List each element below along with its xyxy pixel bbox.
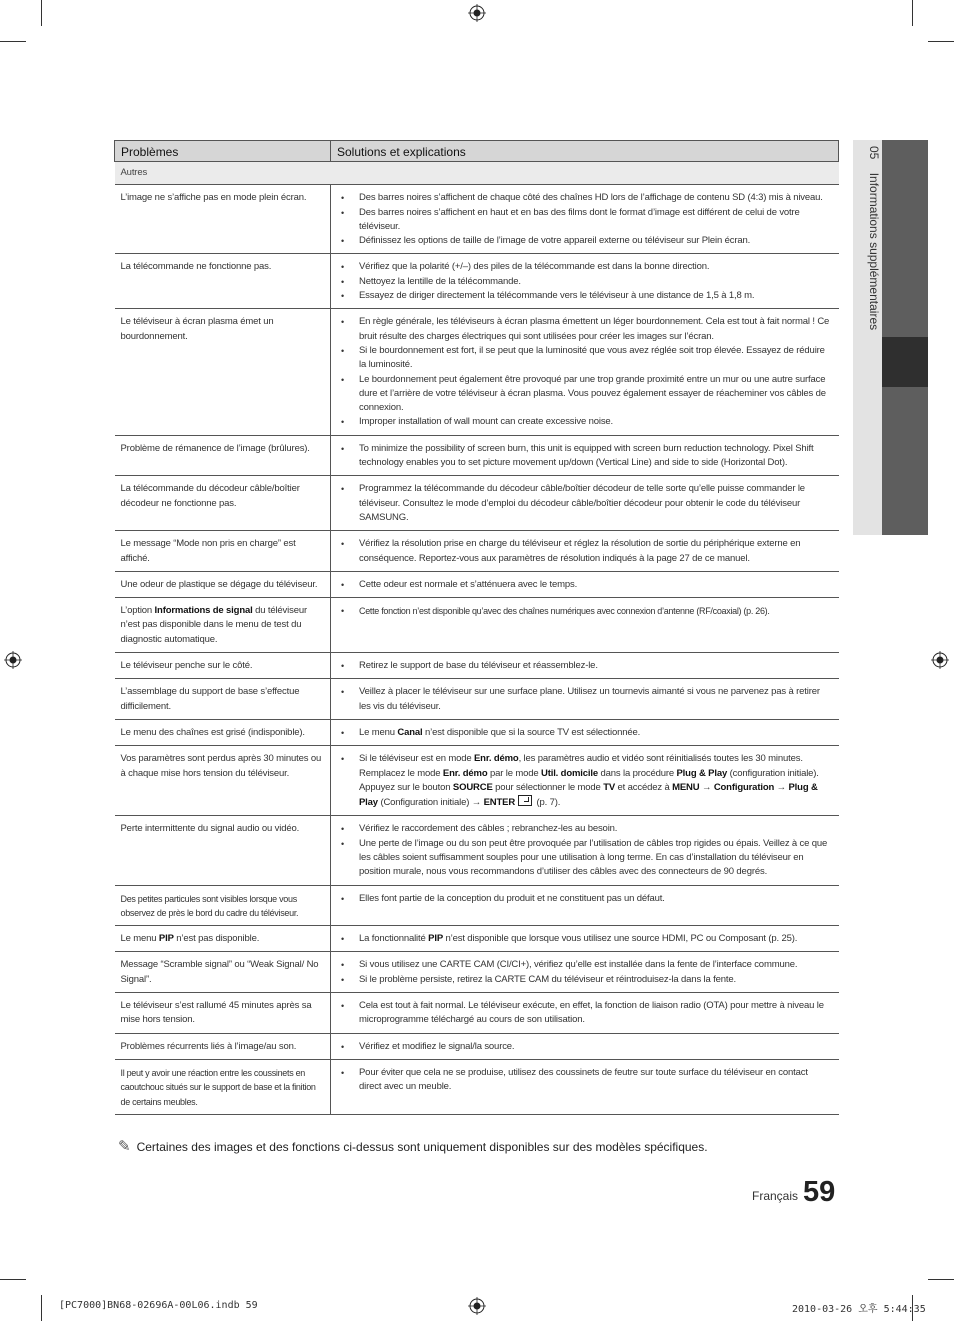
solution-text: La fonctionnalité bbox=[359, 933, 429, 945]
solution-cell bbox=[331, 1059, 839, 1114]
crop-mark bbox=[41, 0, 42, 26]
problem-cell: Le message “Mode non pris en charge” est affiché. bbox=[115, 531, 331, 572]
table-row bbox=[115, 679, 839, 720]
chapter-label bbox=[867, 146, 881, 330]
solution-item: • Nettoyez la lentille de la télécommande. bbox=[341, 275, 833, 289]
table-row bbox=[115, 993, 839, 1034]
table-row bbox=[115, 1033, 839, 1059]
solution-cell bbox=[331, 653, 839, 679]
table-row bbox=[115, 816, 839, 885]
solution-item: • Pour éviter que cela ne se produise, utilisez des coussinets de feutre sur toute surface du téléviseur en contact direct avec un meuble. bbox=[341, 1066, 833, 1095]
solution-keyword: ENTER bbox=[483, 797, 516, 809]
table-row bbox=[115, 531, 839, 572]
table-row bbox=[115, 952, 839, 993]
crop-mark bbox=[928, 41, 954, 42]
solution-text: , les paramètres audio et vidéo sont réinitialisés toutes les 30 minutes. Remplacez le mode bbox=[359, 753, 803, 779]
solution-item: • Cette odeur est normale et s’atténuera avec le temps. bbox=[341, 578, 833, 592]
problem-cell: La télécommande du décodeur câble/boîtier décodeur ne fonctionne pas. bbox=[115, 476, 331, 531]
problem-cell: Des petites particules sont visibles lorsque vous observez de près le bord du cadre du téléviseur. bbox=[115, 885, 331, 926]
solution-text: par le mode bbox=[487, 767, 541, 779]
problem-cell: Problèmes récurrents liés à l’image/au son. bbox=[115, 1033, 331, 1059]
solution-text: (p. 7). bbox=[534, 797, 561, 809]
problem-cell: Il peut y avoir une réaction entre les coussinets en caoutchouc situés sur le support de base et la finition de certains meubles. bbox=[115, 1059, 331, 1114]
solution-cell bbox=[331, 185, 839, 254]
solution-cell bbox=[331, 309, 839, 435]
solution-text: et accédez à bbox=[615, 781, 673, 793]
registration-mark-icon bbox=[468, 4, 486, 22]
problem-cell: L’image ne s’affiche pas en mode plein écran. bbox=[115, 185, 331, 254]
problem-cell: Le téléviseur à écran plasma émet un bourdonnement. bbox=[115, 309, 331, 435]
problem-cell: Le téléviseur penche sur le côté. bbox=[115, 653, 331, 679]
chapter-number: 05 bbox=[867, 146, 881, 160]
table-row bbox=[115, 254, 839, 309]
solution-item: • Si le problème persiste, retirez la CARTE CAM du téléviseur et réintroduisez-la dans la fente. bbox=[341, 973, 833, 987]
solution-cell bbox=[331, 719, 839, 745]
footnote bbox=[118, 1137, 708, 1155]
solution-item bbox=[341, 726, 833, 740]
solution-item bbox=[341, 752, 833, 810]
troubleshooting-table bbox=[114, 140, 839, 1115]
solution-item: • Des barres noires s’affichent de chaque côté des chaînes HD lors de l’affichage de contenu SD (4:3) mis à niveau. bbox=[341, 191, 833, 205]
crop-mark bbox=[41, 1295, 42, 1321]
solution-cell bbox=[331, 1033, 839, 1059]
solution-item: • Des barres noires s’affichent en haut et en bas des films dont le format d’image est différent de celui de votre téléviseur. bbox=[341, 206, 833, 235]
solution-cell bbox=[331, 679, 839, 720]
problem-cell: Une odeur de plastique se dégage du téléviseur. bbox=[115, 571, 331, 597]
solution-keyword: Enr. démo bbox=[442, 767, 488, 779]
solution-item: • Cette fonction n’est disponible qu’avec des chaînes numériques avec connexion d’antenne (RF/coaxial) (p. 26). bbox=[341, 604, 833, 618]
table-row bbox=[115, 309, 839, 435]
solution-text: Si le téléviseur est en mode bbox=[359, 753, 474, 765]
solution-item: • Si vous utilisez une CARTE CAM (CI/CI+), vérifiez qu’elle est installée dans la fente de l’interface commune. bbox=[341, 958, 833, 972]
solution-keyword: PIP bbox=[428, 933, 444, 945]
solution-item: • Le bourdonnement peut également être provoqué par une trop grande proximité entre un mur ou une autre surface dure et l’arrière de votre téléviseur à écran plasma. Vous pouvez également essayer de réacheminer vos câbles de connexion. bbox=[341, 373, 833, 416]
solution-cell bbox=[331, 952, 839, 993]
problem-text: L’option bbox=[120, 605, 155, 617]
solution-item: • Vérifiez et modifiez le signal/la source. bbox=[341, 1040, 833, 1054]
solution-item: • Vérifiez que la polarité (+/–) des piles de la télécommande est dans la bonne direction. bbox=[341, 260, 833, 274]
solution-cell bbox=[331, 254, 839, 309]
problem-cell: Le menu des chaînes est grisé (indisponible). bbox=[115, 719, 331, 745]
crop-mark bbox=[0, 1279, 26, 1280]
solution-cell bbox=[331, 885, 839, 926]
solution-keyword: Canal bbox=[397, 726, 423, 738]
solution-item: • Vérifiez la résolution prise en charge du téléviseur et réglez la résolution de sortie du périphérique externe en conséquence. Reportez-vous aux paramètres de résolution indiqués à la page 27 de ce manuel. bbox=[341, 537, 833, 566]
solution-text: n’est disponible que lorsque vous utilisez une source HDMI, PC ou Composant (p. 25). bbox=[443, 933, 798, 945]
solution-item bbox=[341, 932, 833, 946]
solution-cell bbox=[331, 926, 839, 952]
table-row bbox=[115, 185, 839, 254]
column-header-problem: Problèmes bbox=[115, 141, 331, 162]
registration-mark-icon bbox=[468, 1297, 486, 1315]
problem-cell bbox=[115, 598, 331, 653]
problem-cell: L’assemblage du support de base s’effectue difficilement. bbox=[115, 679, 331, 720]
chapter-title: Informations supplémentaires bbox=[867, 172, 881, 331]
solution-keyword: TV bbox=[603, 781, 616, 793]
footnote-text: Certaines des images et des fonctions ci-dessus sont uniquement disponibles sur des modèles spécifiques. bbox=[136, 1140, 708, 1154]
problem-text: Le menu bbox=[120, 933, 159, 945]
solution-keyword: Plug & Play bbox=[676, 767, 728, 779]
solution-item: • Définissez les options de taille de l’image de votre appareil externe ou téléviseur sur Plein écran. bbox=[341, 234, 833, 248]
solution-text: n’est disponible que si la source TV est sélectionnée. bbox=[422, 726, 641, 738]
solution-item: • Cela est tout à fait normal. Le téléviseur exécute, en effet, la fonction de liaison radio (OTA) pour mettre à niveau le microprogramme téléchargé au cours de son utilisation. bbox=[341, 999, 833, 1028]
problem-cell: Le téléviseur s’est rallumé 45 minutes après sa mise hors tension. bbox=[115, 993, 331, 1034]
table-row bbox=[115, 476, 839, 531]
print-slug-file: [PC7000]BN68-02696A-00L06.indb 59 bbox=[59, 1300, 258, 1311]
solution-keyword: SOURCE bbox=[452, 781, 493, 793]
solution-item: • Retirez le support de base du téléviseur et réassemblez-le. bbox=[341, 659, 833, 673]
solution-text: pour sélectionner le mode bbox=[492, 781, 604, 793]
solution-text: dans la procédure bbox=[598, 767, 677, 779]
solution-cell bbox=[331, 435, 839, 476]
solution-item: • Essayez de diriger directement la télécommande vers le téléviseur à une distance de 1,5 à 1,8 m. bbox=[341, 289, 833, 303]
solution-item: • Elles font partie de la conception du produit et ne constituent pas un défaut. bbox=[341, 892, 833, 906]
solution-item: • To minimize the possibility of screen burn, this unit is equipped with screen burn reduction technology. Pixel Shift technology enables you to set picture movement up/down (Vertical Line) and side to side (Horizontal Dot). bbox=[341, 442, 833, 471]
solution-cell bbox=[331, 571, 839, 597]
solution-item: • Veillez à placer le téléviseur sur une surface plane. Utilisez un tournevis aimanté si vous ne parvenez pas à retirer les vis du téléviseur. bbox=[341, 685, 833, 714]
enter-icon bbox=[518, 795, 532, 806]
page-number: 59 bbox=[803, 1176, 836, 1208]
crop-mark bbox=[928, 1279, 954, 1280]
registration-mark-icon bbox=[931, 651, 949, 669]
problem-cell: Vos paramètres sont perdus après 30 minutes ou à chaque mise hors tension du téléviseur. bbox=[115, 746, 331, 816]
table-row bbox=[115, 746, 839, 816]
solution-cell bbox=[331, 816, 839, 885]
registration-mark-icon bbox=[4, 651, 22, 669]
table-row bbox=[115, 719, 839, 745]
solution-item: • Une perte de l’image ou du son peut être provoquée par l’utilisation de câbles trop rigides ou épais. Veillez à ce que les câbles soient suffisamment souples pour une utilisation à long terme. En cas d’installation du téléviseur en position murale, nous vous recommandons d’utiliser des câbles avec des connecteurs de 90 degrés. bbox=[341, 837, 833, 880]
table-row bbox=[115, 885, 839, 926]
solution-cell bbox=[331, 746, 839, 816]
problem-cell: Problème de rémanence de l’image (brûlures). bbox=[115, 435, 331, 476]
solution-keyword: Plug & Play bbox=[359, 781, 818, 809]
solution-cell bbox=[331, 476, 839, 531]
table-row bbox=[115, 571, 839, 597]
print-slug-date: 2010-03-26 오후 5:44:35 bbox=[792, 1304, 926, 1315]
solution-text: → bbox=[774, 781, 789, 793]
pencil-note-icon: ✎ bbox=[118, 1138, 131, 1155]
solution-item: • En règle générale, les téléviseurs à écran plasma émettent un léger bourdonnement. Cela est tout à fait normal ! Ce bruit résulte des charges électriques qui sont utilisées pour créer les images sur l’écran. bbox=[341, 315, 833, 344]
problem-cell: La télécommande ne fonctionne pas. bbox=[115, 254, 331, 309]
solution-keyword: MENU bbox=[672, 781, 700, 793]
section-label: Autres bbox=[115, 162, 839, 185]
problem-text: n’est pas disponible. bbox=[173, 933, 260, 945]
solution-keyword: Enr. démo bbox=[474, 753, 519, 765]
solution-item: • Programmez la télécommande du décodeur câble/boîtier décodeur de telle sorte qu’elle puisse commander le téléviseur. Consultez le mode d’emploi du décodeur câble/boîtier décodeur pour obtenir le code du téléviseur SAMSUNG. bbox=[341, 482, 833, 525]
problem-keyword: Informations de signal bbox=[154, 605, 253, 617]
solution-cell bbox=[331, 531, 839, 572]
problem-cell: Message “Scramble signal” ou “Weak Signal/ No Signal”. bbox=[115, 952, 331, 993]
problem-keyword: PIP bbox=[158, 933, 174, 945]
solution-text: (configuration initiale). Appuyez sur le bouton bbox=[359, 767, 819, 793]
solution-keyword: Util. domicile bbox=[540, 767, 599, 779]
section-row bbox=[115, 162, 839, 185]
solution-cell bbox=[331, 598, 839, 653]
problem-cell bbox=[115, 926, 331, 952]
chapter-tab-marker bbox=[882, 337, 928, 387]
solution-text: Le menu bbox=[359, 726, 398, 738]
problem-text: du téléviseur n’est pas disponible dans le menu de test du diagnostic automatique. bbox=[120, 605, 307, 645]
table-row bbox=[115, 435, 839, 476]
crop-mark bbox=[0, 41, 26, 42]
table-header-row bbox=[115, 141, 839, 162]
problem-cell: Perte intermittente du signal audio ou vidéo. bbox=[115, 816, 331, 885]
solution-text: → bbox=[699, 781, 714, 793]
footer-language: Français bbox=[752, 1189, 799, 1203]
solution-item: • Si le bourdonnement est fort, il se peut que la luminosité que vous avez réglée soit trop élevée. Essayez de réduire la luminosité. bbox=[341, 344, 833, 373]
solution-keyword: Configuration bbox=[713, 781, 775, 793]
solution-text: (Configuration initiale) → bbox=[377, 797, 484, 809]
solution-item: • Vérifiez le raccordement des câbles ; rebranchez-les au besoin. bbox=[341, 822, 833, 836]
table-row bbox=[115, 653, 839, 679]
crop-mark bbox=[912, 0, 913, 26]
column-header-solution: Solutions et explications bbox=[331, 141, 839, 162]
table-row bbox=[115, 926, 839, 952]
solution-cell bbox=[331, 993, 839, 1034]
table-row bbox=[115, 1059, 839, 1114]
table-row bbox=[115, 598, 839, 653]
solution-item: • Improper installation of wall mount can create excessive noise. bbox=[341, 415, 833, 429]
